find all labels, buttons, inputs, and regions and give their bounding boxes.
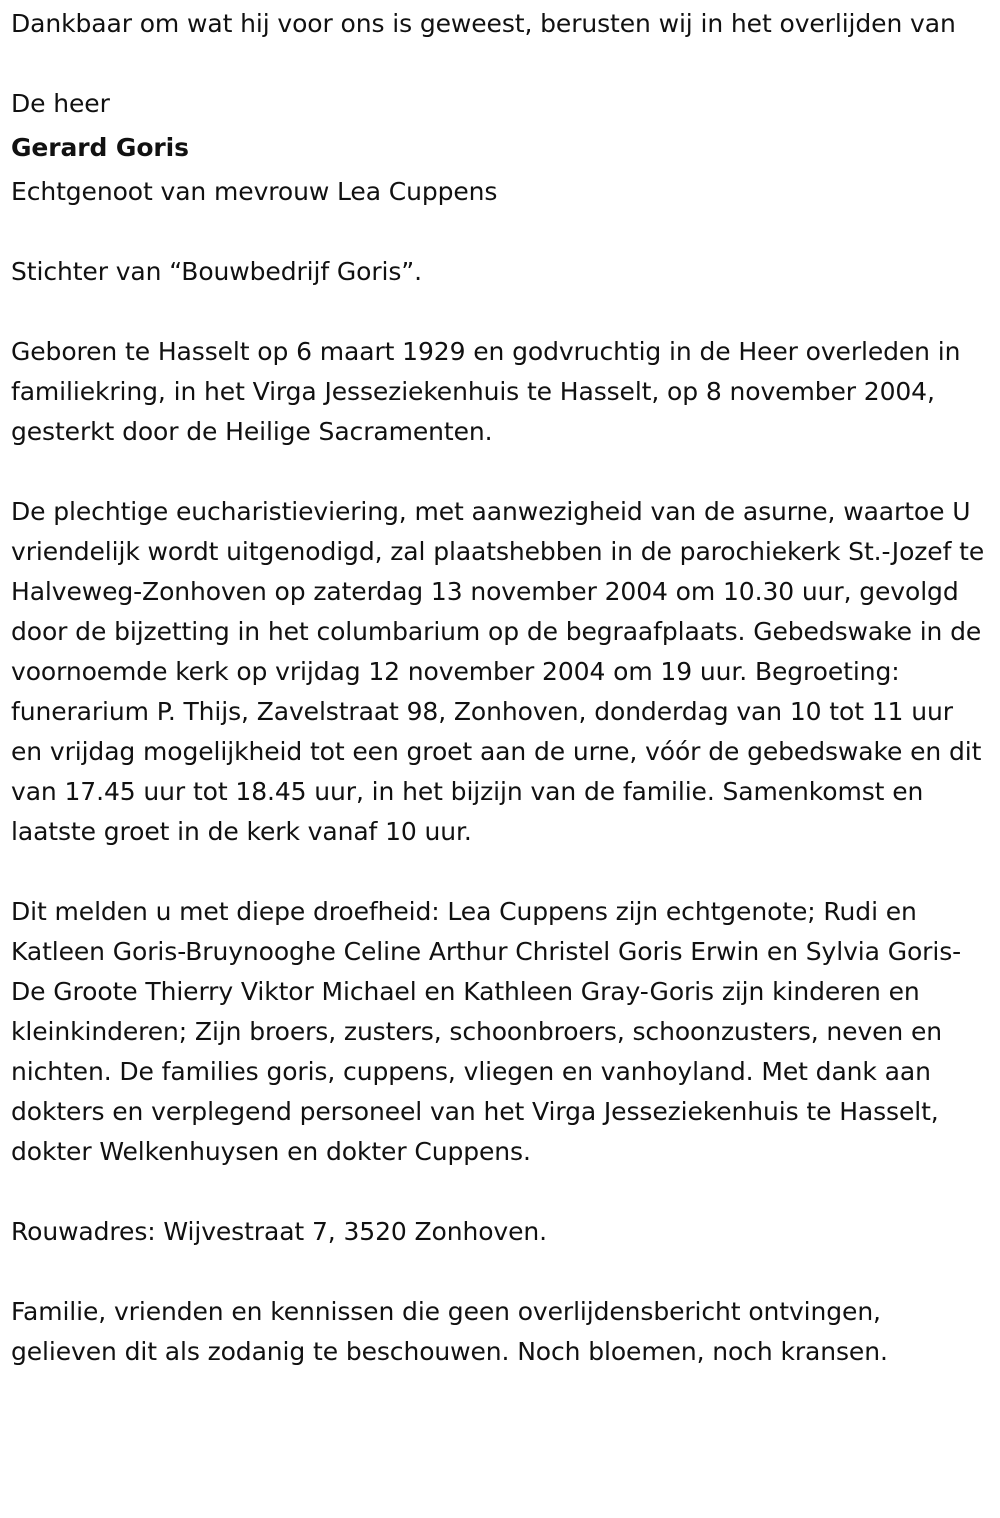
deceased-name: Gerard Goris — [11, 133, 189, 162]
ceremony-paragraph: De plechtige eucharistieviering, met aanwezigheid van de asurne, waartoe U vriendelijk wordt uitgenodigd, zal plaatshebben in de parochiekerk St.-Jozef te Halveweg-Zonhoven op zaterdag 13 november 2004 om 10.30 uur, gevolgd door de bijzetting in het columbarium op de begraafplaats. Gebedswake in de voornoemde kerk op vrijdag 12 november 2004 om 19 uur. Begroeting: funerarium P. Thijs, Zavelstraat 98, Zonhoven, donderdag van 10 tot 11 uur en vrijdag mogelijkheid tot een groet aan de urne, vóór de gebedswake en dit van 17.45 uur tot 18.45 uur, in het bijzijn van de familie. Samenkomst en laatste groet in de kerk vanaf 10 uur. — [11, 497, 985, 846]
spacer — [11, 44, 988, 84]
founder-line: Stichter van “Bouwbedrijf Goris”. — [11, 257, 422, 286]
honorific: De heer — [11, 89, 110, 118]
intro-paragraph: Dankbaar om wat hij voor ons is geweest, berusten wij in het overlijden van — [11, 9, 956, 38]
closing-paragraph: Familie, vrienden en kennissen die geen overlijdensbericht ontvingen, gelieven dit als zodanig te beschouwen. Noch bloemen, noch kransen. — [11, 1297, 888, 1366]
spacer — [11, 852, 988, 892]
spouse-line: Echtgenoot van mevrouw Lea Cuppens — [11, 177, 498, 206]
spacer — [11, 292, 988, 332]
spacer — [11, 452, 988, 492]
spacer — [11, 212, 988, 252]
spacer — [11, 1172, 988, 1212]
family-paragraph: Dit melden u met diepe droefheid: Lea Cuppens zijn echtgenote; Rudi en Katleen Goris-Bruynooghe Celine Arthur Christel Goris Erwin en Sylvia Goris-De Groote Thierry Viktor Michael en Kathleen Gray-Goris zijn kinderen en kleinkinderen; Zijn broers, zusters, schoonbroers, schoonzusters, neven en nichten. De families goris, cuppens, vliegen en vanhoyland. Met dank aan dokters en verplegend personeel van het Virga Jesseziekenhuis te Hasselt, dokter Welkenhuysen en dokter Cuppens. — [11, 897, 962, 1166]
birth-death-paragraph: Geboren te Hasselt op 6 maart 1929 en godvruchtig in de Heer overleden in familiekring, in het Virga Jesseziekenhuis te Hasselt, op 8 november 2004, gesterkt door de Heilige Sacramenten. — [11, 337, 961, 446]
address-line: Rouwadres: Wijvestraat 7, 3520 Zonhoven. — [11, 1217, 548, 1246]
spacer — [11, 1252, 988, 1292]
